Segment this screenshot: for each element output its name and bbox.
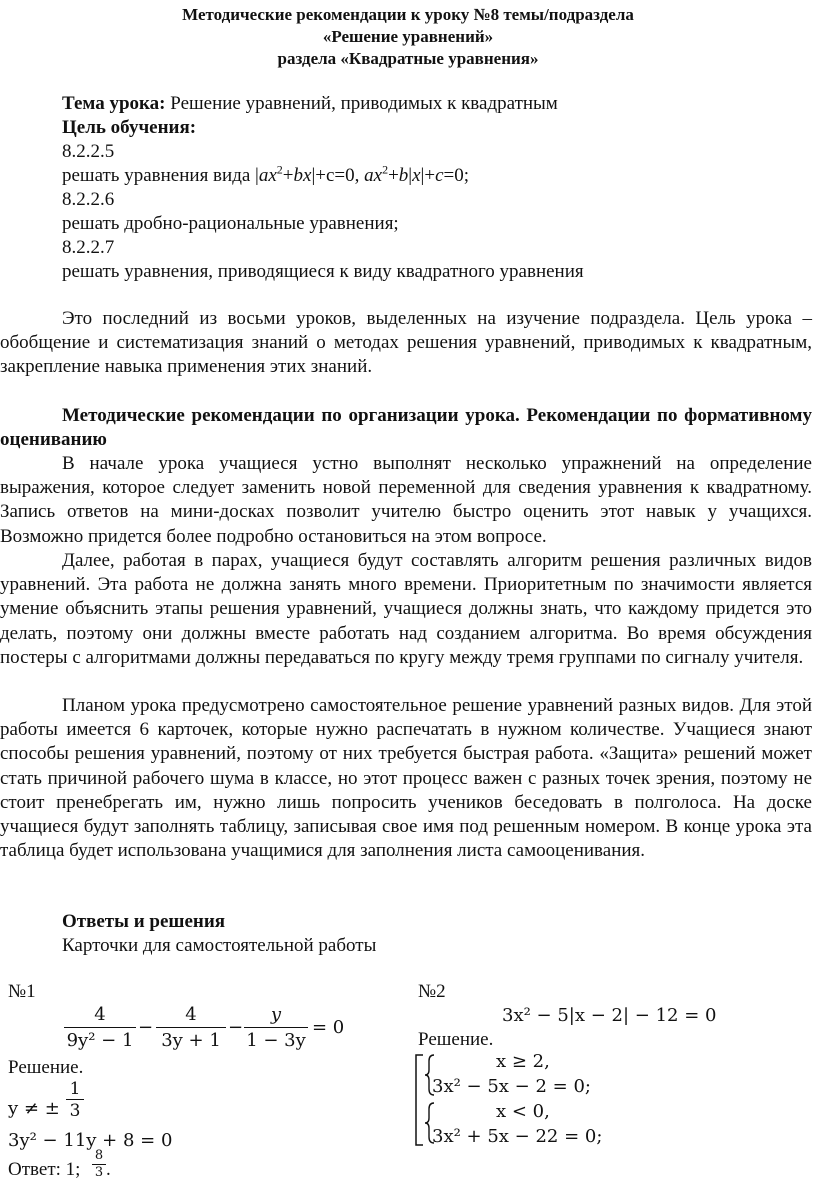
card1-fraction-2 xyxy=(156,1003,226,1052)
card2-case2-condition: x < 0, xyxy=(496,1101,550,1122)
card1-solution-label: Решение. xyxy=(8,1057,84,1078)
card2-solution-label: Решение. xyxy=(418,1029,494,1050)
intro-paragraph: Это последний из восьми уроков, выделенных на изучение подраздела. Цель урока – обобщение и систематизация знаний о методах решения уравнений, приводимых к квадратным, закрепление навыка применения этих знаний. xyxy=(0,308,812,378)
method-heading: Методические рекомендации по организации урока. Рекомендации по формативному оцениванию xyxy=(0,405,812,451)
card1-number: №1 xyxy=(8,981,36,1002)
card1-frac2-num: 4 xyxy=(185,1004,197,1025)
card1-restriction-den: 3 xyxy=(69,1101,81,1121)
goal-label: Цель обучения: xyxy=(62,117,197,138)
card1-frac2-den: 3y + 1 xyxy=(161,1030,221,1051)
topic-line xyxy=(62,92,558,116)
card1-frac1-num: 4 xyxy=(94,1004,106,1025)
card1-answer-fraction xyxy=(92,1148,106,1181)
card1-answer xyxy=(8,1158,80,1182)
card1-restriction-num: 1 xyxy=(69,1079,81,1099)
card1-frac3-num: y xyxy=(270,1004,282,1025)
answers-heading: Ответы и решения xyxy=(62,911,226,932)
topic-value: Решение уравнений, приводимых к квадратным xyxy=(165,93,558,114)
card1-equals-zero: = 0 xyxy=(312,1017,345,1038)
card2-case1-equation: 3x² − 5x − 2 = 0; xyxy=(432,1076,591,1097)
goal-code-3: 8.2.2.7 xyxy=(62,237,115,258)
goal-text-3: решать уравнения, приводящиеся к виду квадратного уравнения xyxy=(62,261,584,282)
goal-text-1 xyxy=(62,164,469,188)
goal-text-1-prefix: решать уравнения вида xyxy=(62,165,256,186)
card1-minus-2: − xyxy=(228,1017,244,1038)
topic-label: Тема урока: xyxy=(62,93,166,114)
card1-answer-prefix: Ответ: 1; xyxy=(8,1159,81,1180)
card1-minus-1: − xyxy=(138,1017,154,1038)
doc-title-line-1: Методические рекомендации к уроку №8 темы/подраздела xyxy=(182,5,634,24)
card1-quadratic: 3y² − 11y + 8 = 0 xyxy=(8,1130,173,1151)
paragraph-3: Планом урока предусмотрено самостоятельное решение уравнений разных видов. Для этой работы имеется 6 карточек, которые нужно распечатать в нужном количестве. Учащиеся знают способы решения уравнений, поэтому от них требуется быстрая работа. «Защита» решений может стать причиной рабочего шума в классе, но этот процесс важен с разных точек зрения, поэтому не стоит пренебрегать им, нужно лишь попросить учеников беседовать в полголоса. На доске учащиеся будут заполнять таблицу, записывая свое имя под решенным номером. В конце урока эта таблица будет использована учащимися для заполнения листа самооценивания. xyxy=(0,695,812,862)
paragraph-2: Далее, работая в парах, учащиеся будут составлять алгоритм решения различных видов уравнений. Эта работа не должна занять много времени. Приоритетным по значимости является умение объяснить этапы решения уравнений, учащиеся должны знать, что каждому придется это делать, поэтому они должны вместе работать над созданием алгоритма. Во время обсуждения постеры с алгоритмами должны передаваться по кругу между тремя группами по сигналу учителя. xyxy=(0,550,812,668)
card1-restriction-prefix: y ≠ ± xyxy=(8,1098,60,1119)
card1-answer-num: 8 xyxy=(94,1148,104,1163)
goal-code-1: 8.2.2.5 xyxy=(62,141,115,162)
card1-answer-den: 3 xyxy=(94,1165,104,1180)
goal-code-2: 8.2.2.6 xyxy=(62,189,115,210)
card2-case1-condition: x ≥ 2, xyxy=(496,1051,550,1072)
card1-fraction-3 xyxy=(244,1003,308,1052)
goal-text-2: решать дробно-рациональные уравнения; xyxy=(62,213,399,234)
cards-subheading: Карточки для самостоятельной работы xyxy=(62,935,377,956)
card1-frac1-den: 9y² − 1 xyxy=(66,1030,134,1051)
card2-equation: 3x² − 5|x − 2| − 12 = 0 xyxy=(502,1005,717,1026)
card1-fraction-1 xyxy=(64,1003,136,1052)
card2-number: №2 xyxy=(418,981,446,1002)
goal-text-1-formula: $|ax^2+bx|+c=0$, $ax^2+b|x|+c=0$; xyxy=(255,162,469,186)
card2-case2-equation: 3x² + 5x − 22 = 0; xyxy=(432,1126,603,1147)
card1-restriction-fraction xyxy=(66,1078,84,1121)
card1-frac3-den: 1 − 3y xyxy=(246,1030,306,1051)
doc-title-line-2: «Решение уравнений» xyxy=(322,27,494,46)
paragraph-1: В начале урока учащиеся устно выполнят несколько упражнений на определение выражения, которое следует заменить новой переменной для сведения уравнения к квадратному. Запись ответов на мини-досках позволит учителю быстро оценить этот навык у учащихся. Возможно придется более подробно остановиться на этом вопросе. xyxy=(0,453,812,547)
doc-title-line-3: раздела «Квадратные уравнения» xyxy=(277,49,539,68)
card1-answer-suffix: . xyxy=(106,1159,111,1180)
